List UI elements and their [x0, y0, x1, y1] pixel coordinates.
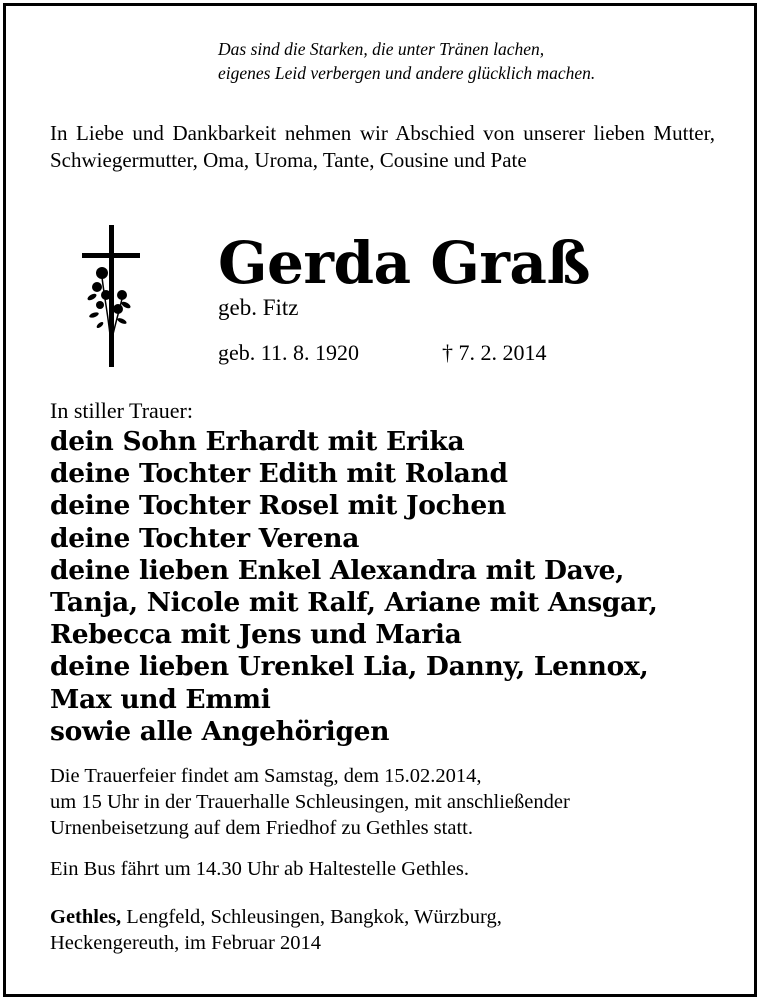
- mourners-intro: In stiller Trauer:: [50, 398, 193, 423]
- cross-with-roses-icon: [78, 225, 144, 367]
- mourner-line: Tanja, Nicole mit Ralf, Ariane mit Ansgar,: [50, 587, 658, 619]
- service-line: Die Trauerfeier findet am Samstag, dem 15.02.2014,: [50, 765, 482, 787]
- mourner-line: deine Tochter Verena: [50, 522, 360, 554]
- intro-text: In Liebe und Dankbarkeit nehmen wir Abschied von unserer lieben Mutter, Schwiegermutter, Oma, Uroma, Tante, Cousine und Pate: [50, 121, 715, 172]
- maiden-name: geb. Fitz: [218, 295, 299, 320]
- quote-line: eigenes Leid verbergen und andere glücklich machen.: [218, 63, 596, 83]
- places-rest: Lengfeld, Schleusingen, Bangkok, Würzburg,: [121, 906, 502, 928]
- mourner-line: dein Sohn Erhardt mit Erika: [50, 426, 465, 457]
- death-date: † 7. 2. 2014: [442, 340, 547, 365]
- mourner-line: Rebecca mit Jens und Maria: [50, 619, 462, 651]
- places-and-date: [50, 904, 502, 956]
- service-line: um 15 Uhr in der Trauerhalle Schleusingen, mit anschließender: [50, 791, 570, 813]
- mourner-line: sowie alle Angehörigen: [50, 715, 390, 747]
- places-lead: Gethles,: [50, 906, 122, 928]
- mourner-line: deine lieben Urenkel Lia, Danny, Lennox,: [50, 651, 649, 683]
- mourner-line: Max und Emmi: [50, 683, 271, 715]
- service-line: Urnenbeisetzung auf dem Friedhof zu Gethles statt.: [50, 817, 473, 839]
- mourner-line: deine Tochter Rosel mit Jochen: [50, 490, 506, 522]
- bus-info: Ein Bus fährt um 14.30 Uhr ab Haltestelle Gethles.: [50, 858, 470, 880]
- quote: [218, 37, 595, 85]
- deceased-name: Gerda Graß: [218, 229, 591, 297]
- service-info: [50, 763, 570, 841]
- birth-date: geb. 11. 8. 1920: [218, 340, 359, 365]
- places-line2: Heckengereuth, im Februar 2014: [50, 932, 321, 954]
- mourners-list: [50, 426, 658, 748]
- mourner-line: deine lieben Enkel Alexandra mit Dave,: [50, 554, 625, 586]
- mourner-line: deine Tochter Edith mit Roland: [50, 458, 508, 490]
- quote-line: Das sind die Starken, die unter Tränen lachen,: [218, 39, 545, 59]
